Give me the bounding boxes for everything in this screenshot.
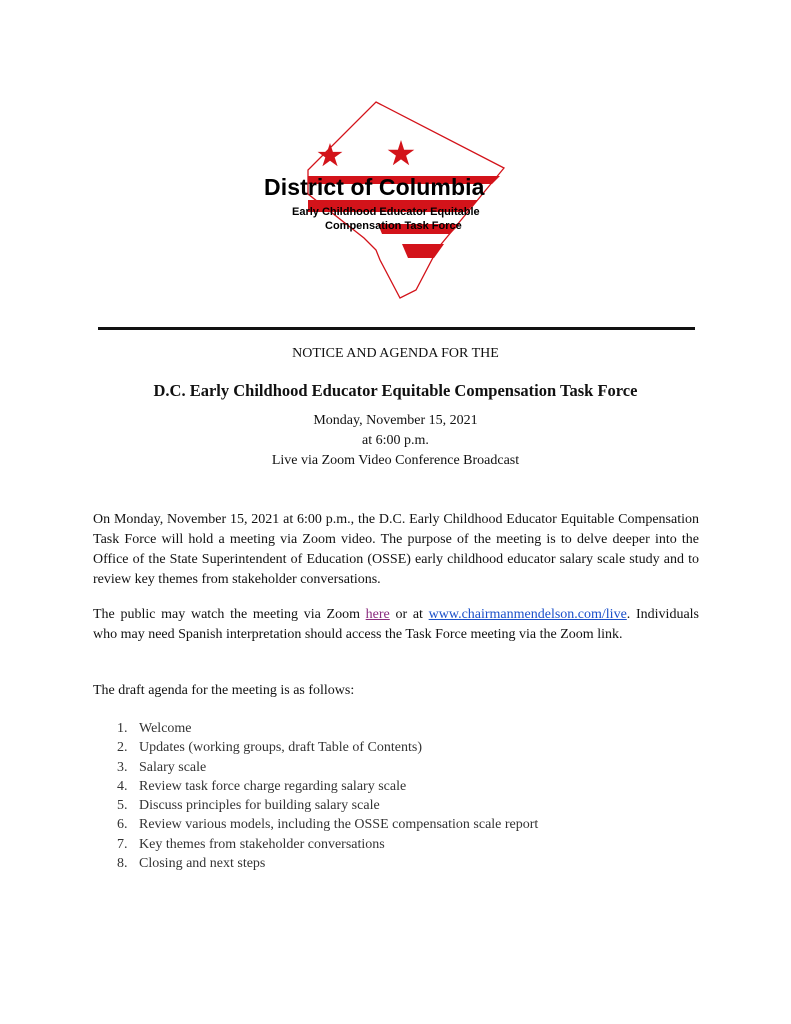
agenda-item	[117, 738, 538, 757]
agenda-item-number: 5.	[117, 798, 128, 814]
agenda-item	[117, 758, 538, 777]
public-access-text-2: or at	[389, 607, 429, 622]
agenda-item	[117, 854, 538, 873]
public-access-paragraph	[93, 605, 699, 645]
meeting-description: On Monday, November 15, 2021 at 6:00 p.m., the D.C. Early Childhood Educator Equitable Compensation Task Force will hold a meeting via Zoom video. The purpose of the meeting is to delve deeper into the Office of the State Superintendent of Education (OSSE) early childhood educator salary scale study and to review key themes from stakeholder conversations.	[93, 512, 699, 587]
agenda-item-text: Review various models, including the OSSE compensation scale report	[139, 817, 539, 833]
agenda-item-number: 6.	[117, 817, 128, 833]
notice-heading: NOTICE AND AGENDA FOR THE	[292, 346, 499, 361]
agenda-item	[117, 719, 538, 738]
meeting-date: Monday, November 15, 2021	[313, 413, 478, 428]
agenda-item	[117, 835, 538, 854]
agenda-item-text: Updates (working groups, draft Table of Contents)	[139, 740, 422, 756]
task-force-title: D.C. Early Childhood Educator Equitable Compensation Task Force	[153, 381, 638, 400]
agenda-intro: The draft agenda for the meeting is as follows:	[93, 683, 355, 698]
public-access-text-1: The public may watch the meeting via Zoom	[93, 607, 366, 622]
header-divider	[98, 327, 695, 330]
agenda-item	[117, 815, 538, 834]
agenda-item-text: Review task force charge regarding salary scale	[139, 778, 407, 794]
agenda-item-text: Key themes from stakeholder conversations	[139, 836, 385, 852]
logo-title: District of Columbia	[264, 174, 485, 200]
star-icon	[388, 140, 415, 165]
meeting-venue: Live via Zoom Video Conference Broadcast	[271, 453, 520, 468]
agenda-item-text: Closing and next steps	[139, 856, 266, 872]
logo-subtitle-line2: Compensation Task Force	[325, 220, 462, 232]
agenda-item-number: 4.	[117, 778, 128, 794]
agenda-item-number: 8.	[117, 856, 128, 872]
agenda-item-number: 1.	[117, 721, 128, 736]
agenda-item-number: 2.	[117, 740, 128, 756]
agenda-item-number: 3.	[117, 759, 128, 775]
agenda-item-text: Salary scale	[139, 759, 207, 775]
logo-subtitle-line1: Early Childhood Educator Equitable	[292, 206, 480, 218]
agenda-item-number: 7.	[117, 836, 128, 852]
agenda-list	[117, 719, 538, 873]
dc-task-force-logo	[250, 96, 550, 308]
zoom-here-link[interactable]: here	[365, 607, 390, 622]
agenda-item	[117, 796, 538, 815]
agenda-item	[117, 777, 538, 796]
agenda-item-text: Discuss principles for building salary scale	[139, 798, 380, 814]
meeting-time: at 6:00 p.m.	[362, 433, 429, 448]
dc-map-flag-graphic	[250, 96, 550, 308]
agenda-item-text: Welcome	[139, 721, 192, 736]
chairman-live-link[interactable]: www.chairmanmendelson.com/live	[428, 607, 627, 622]
public-access-text-3: . Individuals who may need Spanish interpretation should access the Task Force meeting via the Zoom link.	[93, 607, 699, 642]
star-icon	[318, 143, 343, 166]
